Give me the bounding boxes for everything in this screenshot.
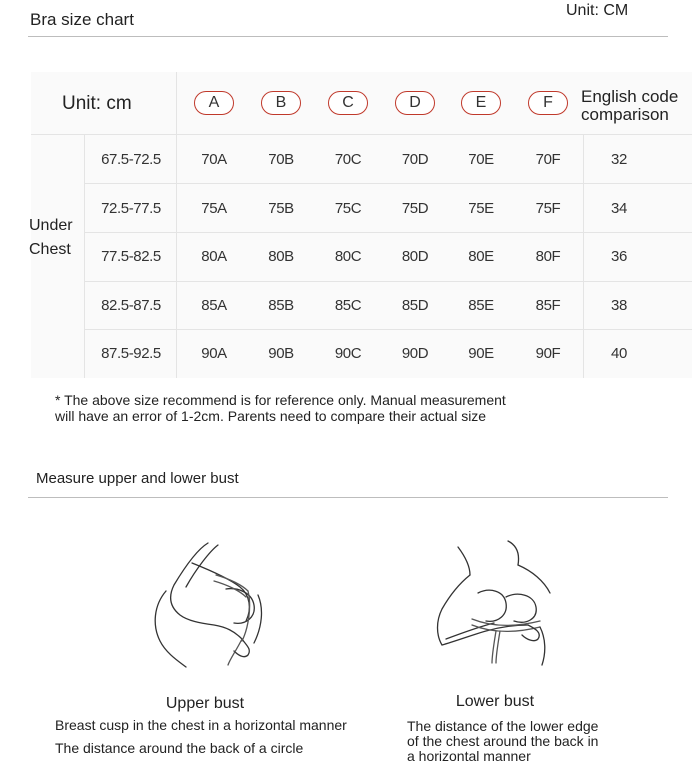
cup-b-badge: B <box>261 91 301 115</box>
lower-bust-illustration <box>420 535 580 675</box>
upper-bust-title: Upper bust <box>165 695 245 712</box>
range-cell: 87.5-92.5 <box>101 345 161 362</box>
size-cell: 80F <box>535 248 561 265</box>
lower-bust-desc <box>407 719 598 764</box>
cup-e-badge: E <box>461 91 501 115</box>
column-divider <box>176 72 177 378</box>
lower-bust-desc-line2: of the chest around the back in <box>407 733 599 749</box>
english-code-header <box>581 88 693 124</box>
range-cell: 72.5-77.5 <box>101 200 161 217</box>
english-code-line2: comparison <box>581 105 669 124</box>
code-cell: 36 <box>611 248 627 265</box>
size-cell: 75C <box>334 200 362 217</box>
upper-bust-desc-line1: Breast cusp in the chest in a horizontal manner <box>55 717 347 733</box>
size-cell: 75E <box>468 200 494 217</box>
size-cell: 90E <box>468 345 494 362</box>
size-cell: 85A <box>201 297 227 314</box>
note-line2: will have an error of 1-2cm. Parents need to compare their actual size <box>55 408 487 424</box>
size-cell: 85D <box>401 297 429 314</box>
upper-bust-desc-line2: The distance around the back of a circle <box>55 740 304 756</box>
table-unit-label: Unit: cm <box>62 93 132 114</box>
code-cell: 34 <box>611 200 627 217</box>
under-chest-label <box>29 214 73 262</box>
size-cell: 75B <box>268 200 294 217</box>
size-cell: 80E <box>468 248 494 265</box>
lower-bust-desc-line1: The distance of the lower edge <box>407 718 599 734</box>
code-cell: 38 <box>611 297 627 314</box>
header-divider <box>28 36 668 37</box>
size-cell: 70D <box>401 151 429 168</box>
size-cell: 70F <box>535 151 561 168</box>
size-cell: 80B <box>268 248 294 265</box>
size-cell: 70E <box>468 151 494 168</box>
under-chest-line1: Under <box>29 217 73 234</box>
cup-d-badge: D <box>395 91 435 115</box>
size-cell: 70C <box>334 151 362 168</box>
cup-a-badge: A <box>194 91 234 115</box>
lower-bust-desc-line3: a horizontal manner <box>407 748 531 764</box>
lower-bust-title: Lower bust <box>455 693 535 710</box>
upper-bust-illustration <box>130 535 290 675</box>
measure-divider <box>28 497 668 498</box>
size-cell: 75A <box>201 200 227 217</box>
size-cell: 90F <box>535 345 561 362</box>
size-cell: 90B <box>268 345 294 362</box>
under-chest-line2: Chest <box>29 241 71 258</box>
size-cell: 85B <box>268 297 294 314</box>
unit-label: Unit: CM <box>566 2 629 19</box>
size-cell: 75F <box>535 200 561 217</box>
size-cell: 70A <box>201 151 227 168</box>
range-cell: 67.5-72.5 <box>101 151 161 168</box>
size-cell: 90D <box>401 345 429 362</box>
code-cell: 32 <box>611 151 627 168</box>
reference-note <box>55 392 655 424</box>
size-cell: 85F <box>535 297 561 314</box>
range-cell: 77.5-82.5 <box>101 248 161 265</box>
page-title: Bra size chart <box>30 10 134 29</box>
size-cell: 80A <box>201 248 227 265</box>
size-cell: 80C <box>334 248 362 265</box>
size-cell: 90A <box>201 345 227 362</box>
note-line1: * The above size recommend is for reference only. Manual measurement <box>55 392 506 408</box>
size-cell: 90C <box>334 345 362 362</box>
range-cell: 82.5-87.5 <box>101 297 161 314</box>
table-header-divider <box>31 134 692 135</box>
size-cell: 85E <box>468 297 494 314</box>
cup-f-badge: F <box>528 91 568 115</box>
size-cell: 85C <box>334 297 362 314</box>
size-cell: 80D <box>401 248 429 265</box>
column-divider <box>84 134 85 378</box>
code-cell: 40 <box>611 345 627 362</box>
english-code-line1: English code <box>581 87 679 106</box>
size-cell: 70B <box>268 151 294 168</box>
cup-c-badge: C <box>328 91 368 115</box>
measure-section-title: Measure upper and lower bust <box>36 470 239 487</box>
size-cell: 75D <box>401 200 429 217</box>
